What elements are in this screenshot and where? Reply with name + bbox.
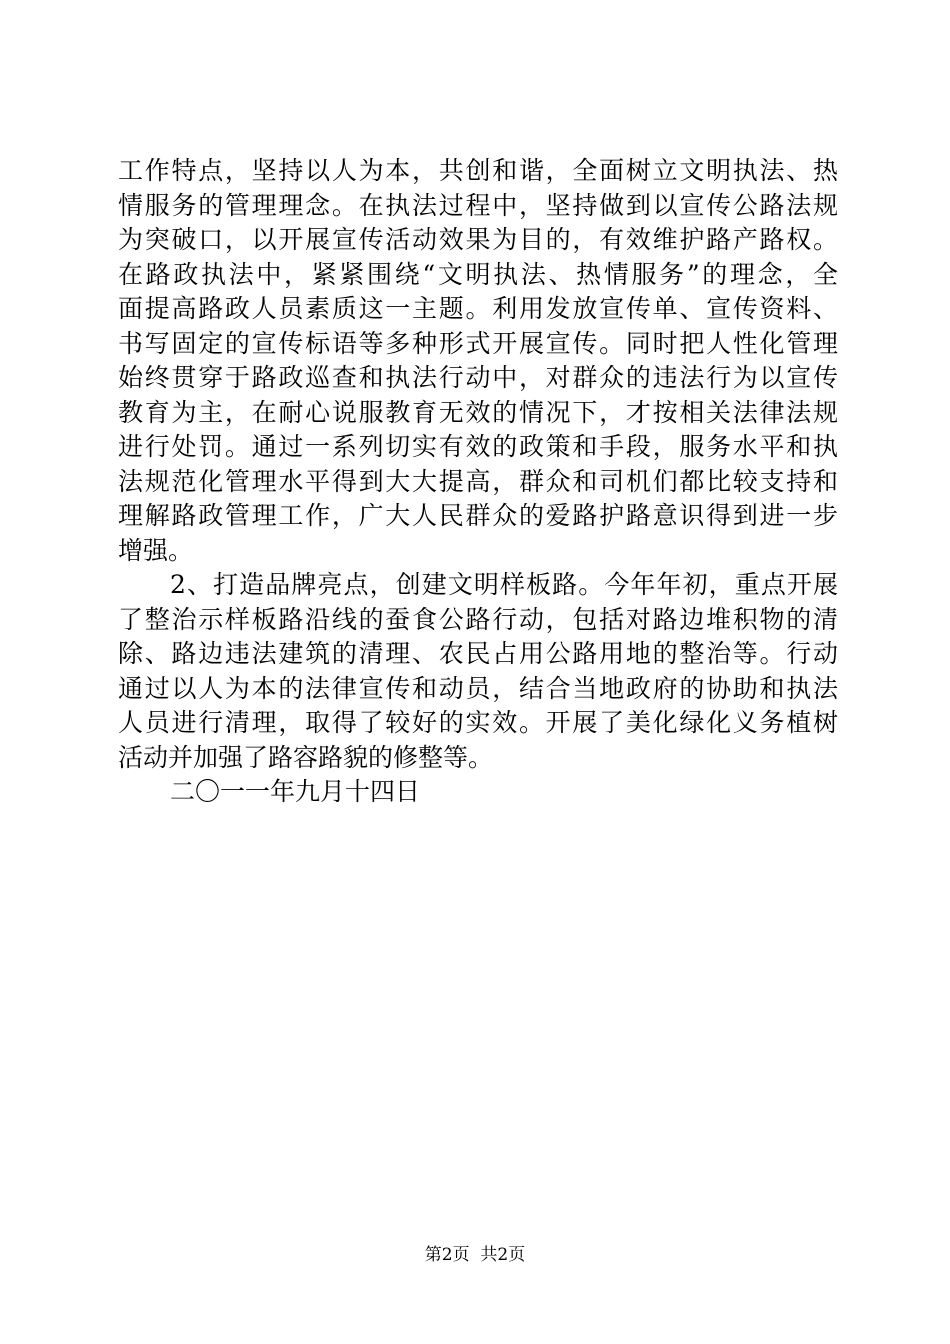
paragraph-1-line: 始终贯穿于路政巡查和执法行动中，对群众的违法行为以宣传 [118,363,838,392]
document-body [118,154,838,810]
paragraph-1-line: 法规范化管理水平得到大大提高，群众和司机们都比较支持和 [118,466,838,496]
paragraph-1-line: 进行处罚。通过一系列切实有效的政策和手段，服务水平和执 [118,432,838,461]
paragraph-2-line: 活动并加强了路容路貌的修整等。 [118,742,494,772]
paragraph-1-line: 工作特点，坚持以人为本，共创和谐，全面树立文明执法、热 [118,156,838,185]
paragraph-2-line: 了整治示样板路沿线的蚕食公路行动，包括对路边堆积物的清 [118,604,838,634]
paragraph-1-line: 书写固定的宣传标语等多种形式开展宣传。同时把人性化管理 [118,328,838,358]
paragraph-1-line: 增强。 [118,535,194,565]
page-footer [0,1244,950,1266]
page-number: 第2页 共2页 [424,1245,526,1265]
paragraph-1-line: 面提高路政人员素质这一主题。利用发放宣传单、宣传资料、 [118,294,838,323]
paragraph-1-line: 在路政执法中，紧紧围绕“文明执法、热情服务”的理念，全 [118,259,838,289]
paragraph-2-line: 通过以人为本的法律宣传和动员，结合当地政府的协助和执法 [118,673,838,703]
paragraph-1-line: 理解路政管理工作，广大人民群众的爱路护路意识得到进一步 [118,501,838,530]
paragraph-2-line: 人员进行清理，取得了较好的实效。开展了美化绿化义务植树 [118,708,838,737]
paragraph-1-line: 为突破口，以开展宣传活动效果为目的，有效维护路产路权。 [118,225,838,254]
paragraph-1-line: 情服务的管理理念。在执法过程中，坚持做到以宣传公路法规 [118,190,838,220]
paragraph-2-line: 除、路边违法建筑的清理、农民占用公路用地的整治等。行动 [118,639,838,668]
paragraph-1-line: 教育为主，在耐心说服教育无效的情况下，才按相关法律法规 [118,397,838,427]
paragraph-2-line: 2、打造品牌亮点，创建文明样板路。今年年初，重点开展 [170,570,838,599]
document-date: 二〇一一年九月十四日 [170,777,421,806]
